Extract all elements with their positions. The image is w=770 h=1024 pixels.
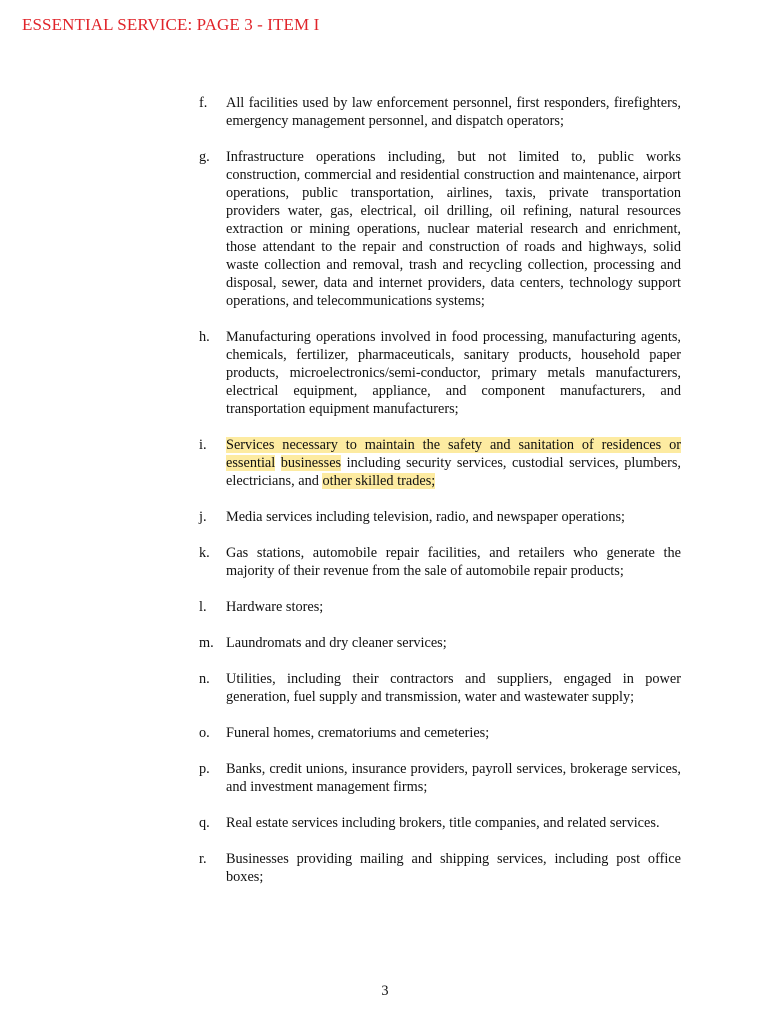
list-item-text: Funeral homes, crematoriums and cemeteries; (226, 725, 490, 741)
list-marker: g. (199, 149, 210, 165)
list-item-text: Media services including television, radio, and newspaper operations; (226, 509, 626, 525)
list-item-p (199, 760, 681, 796)
list-item-l (199, 598, 681, 616)
list-item-r (199, 850, 681, 886)
list-item-g (199, 148, 681, 310)
highlighted-text: other skilled trades; (322, 473, 436, 489)
list-item-k (199, 544, 681, 580)
list-marker: q. (199, 815, 210, 831)
list-item-h (199, 328, 681, 418)
list-marker: k. (199, 545, 210, 561)
list-item-text (226, 436, 681, 490)
list-item-text: Utilities, including their contractors and suppliers, engaged in power generation, fuel supply and transmission, water and wastewater supply; (226, 671, 681, 705)
list-item-text: Banks, credit unions, insurance providers, payroll services, brokerage services, and investment management firms; (226, 761, 681, 795)
list-marker: h. (199, 329, 210, 345)
page-number: 3 (381, 983, 389, 999)
list-marker: m. (199, 635, 214, 651)
highlighted-text: Services necessary to maintain the safety and sanitation of residences or essential (226, 437, 681, 471)
list-item-text: Manufacturing operations involved in food processing, manufacturing agents, chemicals, fertilizer, pharmaceuticals, sanitary products, household paper products, microelectronics/semi-conductor, primary metals manufacturers, electrical equipment, appliance, and component manufacturers, and transportation equipment manufacturers; (226, 329, 681, 417)
list-marker: r. (199, 851, 207, 867)
list-item-f (199, 94, 681, 130)
highlighted-text: businesses (280, 455, 342, 471)
list-item-q (199, 814, 681, 832)
list-item-text: Real estate services including brokers, title companies, and related services. (226, 815, 660, 831)
list-marker: l. (199, 599, 207, 615)
list-item-text: Laundromats and dry cleaner services; (226, 635, 447, 651)
list-item-text: Infrastructure operations including, but not limited to, public works construction, commercial and residential construction and maintenance, airport operations, public transportation, airlines, taxis, private transportation providers water, gas, electrical, oil drilling, oil refining, natural resources extraction or mining operations, nuclear material research and enrichment, those attendant to the repair and construction of roads and highways, solid waste collection and removal, trash and recycling collection, processing and disposal, sewer, data and internet providers, data centers, technology support operations, and telecommunications systems; (226, 149, 681, 309)
list-item-text: Hardware stores; (226, 599, 324, 615)
list-item-j (199, 508, 681, 526)
list-item-o (199, 724, 681, 742)
list-item-text: Gas stations, automobile repair facilities, and retailers who generate the majority of their revenue from the sale of automobile repair products; (226, 545, 681, 579)
list-item-i (199, 436, 681, 490)
list-item-text: All facilities used by law enforcement personnel, first responders, firefighters, emergency management personnel, and dispatch operators; (226, 95, 681, 129)
list-marker: n. (199, 671, 210, 687)
list-marker: o. (199, 725, 210, 741)
plain-text: including security services, custodial services, plumbers, electricians, and (226, 455, 681, 489)
list-item-n (199, 670, 681, 706)
essential-services-list (199, 94, 681, 904)
list-marker: p. (199, 761, 210, 777)
list-marker: j. (199, 509, 207, 525)
document-header-title: ESSENTIAL SERVICE: PAGE 3 - ITEM I (22, 15, 320, 34)
list-item-text: Businesses providing mailing and shipping services, including post office boxes; (226, 851, 681, 885)
list-item-m (199, 634, 681, 652)
list-marker: i. (199, 437, 207, 453)
list-marker: f. (199, 95, 208, 111)
